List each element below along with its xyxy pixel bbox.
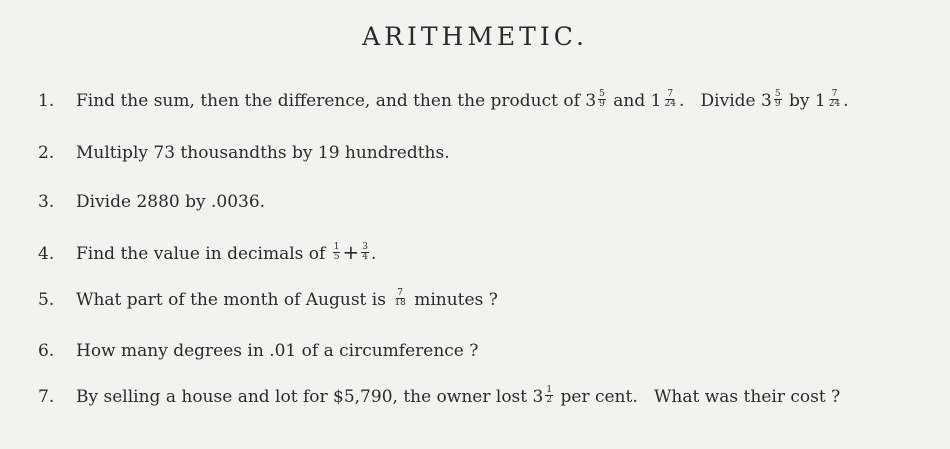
fraction: $\frac{3}{4}$ xyxy=(362,242,368,262)
question-number: 7. xyxy=(38,387,55,407)
question-text: minutes ? xyxy=(408,290,498,310)
question-text: and xyxy=(607,91,651,111)
mixed-number: 3 $\frac{5}{9}$ xyxy=(761,89,781,111)
fraction: $\frac{5}{9}$ xyxy=(599,89,605,109)
question-number: 4. xyxy=(38,244,55,264)
question-6 xyxy=(38,341,478,361)
page-title: ARITHMETIC. xyxy=(362,22,588,51)
question-text: . Divide xyxy=(678,91,762,111)
mixed-number: 1 $\frac{7}{24}$ xyxy=(650,89,676,111)
question-number: 2. xyxy=(38,143,55,163)
fraction: $\frac{5}{9}$ xyxy=(774,89,781,109)
question-number: 5. xyxy=(38,290,55,310)
fraction: $\frac{7}{18}$ xyxy=(394,288,406,308)
question-text: By selling a house and lot for $5,790, the owner lost xyxy=(76,387,533,407)
question-number: 1. xyxy=(38,91,55,111)
mixed-number: 1 $\frac{7}{24}$ xyxy=(814,89,841,111)
question-text: Multiply 73 thousandths by 19 hundredths. xyxy=(76,143,450,163)
mixed-number: 3 $\frac{1}{2}$ xyxy=(532,385,553,407)
question-text: Find the sum, then the difference, and then the product of xyxy=(76,91,586,111)
fraction: $\frac{7}{24}$ xyxy=(664,89,676,109)
question-text: Divide 2880 by .0036. xyxy=(76,192,266,212)
plus-sign: + xyxy=(342,240,360,264)
fraction: $\frac{1}{5}$ xyxy=(333,242,340,262)
question-text: Find the value in decimals of xyxy=(76,244,331,264)
question-text: by xyxy=(783,91,815,111)
question-text: How many degrees in .01 of a circumference ? xyxy=(76,341,479,361)
question-1 xyxy=(38,91,849,111)
fraction: $\frac{1}{2}$ xyxy=(546,385,553,405)
question-7 xyxy=(38,387,840,407)
fraction: $\frac{7}{24}$ xyxy=(828,89,841,109)
question-2 xyxy=(38,143,450,163)
question-4 xyxy=(38,242,376,264)
question-number: 6. xyxy=(38,341,55,361)
question-text: What part of the month of August is xyxy=(76,290,392,310)
question-5 xyxy=(38,290,498,310)
question-text: . xyxy=(843,91,849,111)
question-text: . xyxy=(370,244,377,264)
question-3 xyxy=(38,192,265,212)
mixed-number: 3 $\frac{5}{9}$ xyxy=(585,89,605,111)
question-number: 3. xyxy=(38,192,55,212)
question-text: per cent. What was their cost ? xyxy=(555,387,841,407)
